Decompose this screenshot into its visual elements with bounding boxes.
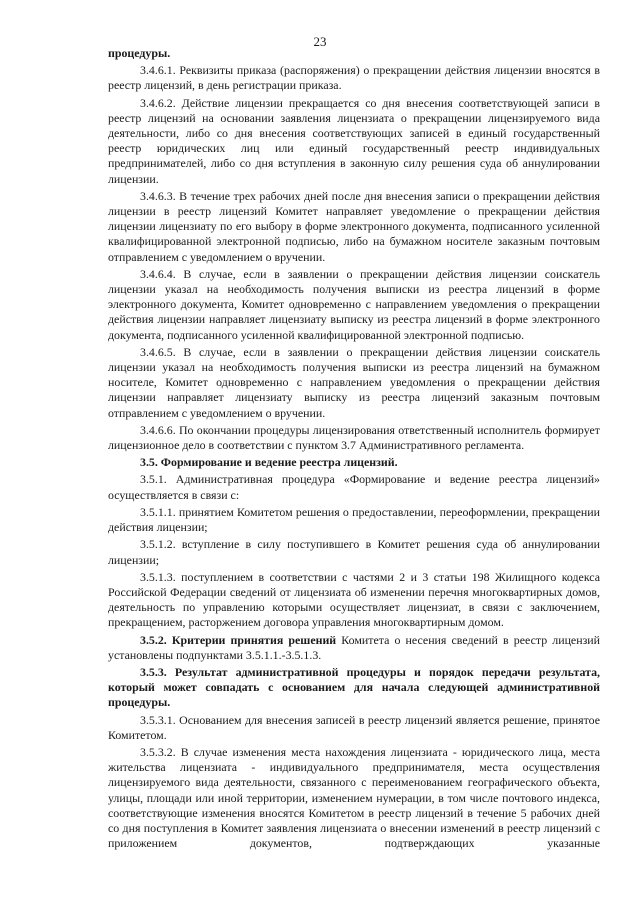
section-heading-3-5: 3.5. Формирование и ведение реестра лицензий. [140, 455, 398, 470]
paragraph-3-5-2 [108, 633, 600, 663]
paragraph-3-5-1-1: 3.5.1.1. принятием Комитетом решения о предоставлении, переоформлении, прекращении действия лицензии; [108, 504, 600, 535]
paragraph-3-5-2-bold: 3.5.2. Критерии принятия решений [140, 632, 337, 647]
paragraph-3-4-6-2: 3.4.6.2. Действие лицензии прекращается со дня внесения соответствующей записи в реестр лицензий на основании заявления лицензиата о прекращении лицензируемого вида деятельности, либо со дня внесения соответствующих записей в единый государственный реестр юридических лиц или единый государственный реестр индивидуальных предпринимателей, либо со дня вступления в законную силу решения суда об аннулировании лицензии. [108, 95, 600, 186]
paragraph-3-5-3-1: 3.5.3.1. Основанием для внесения записей в реестр лицензий является решение, принятое Комитетом. [108, 712, 600, 742]
paragraph-3-5-3-2: 3.5.3.2. В случае изменения места нахождения лицензиата - юридического лица, места жительства лицензиата - индивидуального предпринимателя, места осуществления лицензируемого вида деятельности, связанного с переименованием географического объекта, улицы, площади или иной территории, изменением нумерации, в том числе почтового индекса, соответствующие изменения вносятся Комитетом в реестр лицензий в течение 5 рабочих дней со дня поступления в Комитет заявления лицензиата о внесении изменений в реестр лицензий с приложением документов, подтверждающих указанные [108, 744, 600, 851]
paragraph-3-4-6-1: 3.4.6.1. Реквизиты приказа (распоряжения) о прекращении действия лицензии вносятся в реестр лицензий, в день регистрации приказа. [108, 63, 600, 93]
paragraph-3-5-3 [108, 665, 600, 711]
paragraph-3-4-6-3: 3.4.6.3. В течение трех рабочих дней после дня внесения записи о прекращении действия лицензии в реестр лицензий Комитет направляет уведомление о прекращении действия лицензии лицензиату по его выбору в форме электронного документа, подписанного усиленной квалифицированной электронной подписью, либо на бумажном носителе заказным почтовым отправлением с уведомлением о вручении. [108, 188, 600, 264]
paragraph-3-5-3-bold: 3.5.3. Результат административной процедуры и порядок передачи результата, который может совпадать с основанием для начала следующей административной процедуры. [108, 664, 600, 710]
page-number: 23 [313, 34, 327, 49]
paragraph-heading-continuation: процедуры. [108, 46, 171, 60]
paragraph-3-5-1-2: 3.5.1.2. вступление в силу поступившего в Комитет решения суда об аннулировании лицензии; [108, 537, 600, 567]
document-body [108, 46, 600, 853]
paragraph-3-4-6-5: 3.4.6.5. В случае, если в заявлении о прекращении действия лицензии соискатель лицензии указал на необходимость получения выписки из реестра лицензий на бумажном носителе, Комитет одновременно с направлением уведомления о прекращении действия лицензии направляет лицензиату выписку из реестра лицензий заказным почтовым отправлением с уведомлением о вручении. [108, 344, 600, 420]
paragraph-3-5-1-3: 3.5.1.3. поступлением в соответствии с частями 2 и 3 статьи 198 Жилищного кодекса Российской Федерации сведений от лицензиата об изменении перечня многоквартирных домов, деятельность по управлению которыми осуществляет лицензиат, в связи с заключением, прекращением, расторжением договора управления многоквартирным домом. [108, 569, 600, 630]
paragraph-3-4-6-4: 3.4.6.4. В случае, если в заявлении о прекращении действия лицензии соискатель лицензии указал на необходимость получения выписки из реестра лицензий в форме электронного документа, Комитет одновременно с направлением уведомления о прекращении действия лицензии направляет лицензиату выписку из реестра лицензий в форме электронного документа, подписанного усиленной квалифицированной электронной подписью. [108, 266, 600, 342]
paragraph-3-4-6-6: 3.4.6.6. По окончании процедуры лицензирования ответственный исполнитель формирует лицензионное дело в соответствии с пунктом 3.7 Административного регламента. [108, 422, 600, 453]
paragraph-3-5-2-text: Комитета о несения сведений в реестр лицензий установлены подпунктами 3.5.1.1.-3.5.1.3. [108, 632, 600, 662]
paragraph-3-5-1: 3.5.1. Административная процедура «Формирование и ведение реестра лицензий» осуществляется в связи с: [108, 472, 600, 502]
